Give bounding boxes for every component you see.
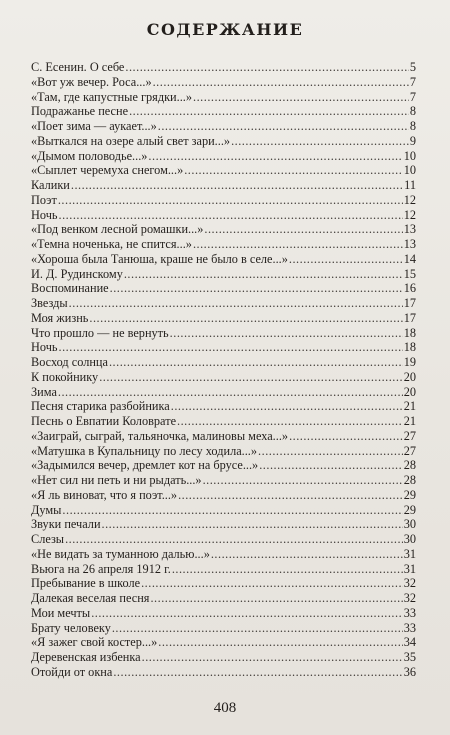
dot-leader — [62, 503, 402, 518]
toc-entry — [31, 621, 416, 636]
dot-leader — [177, 414, 403, 429]
dot-leader — [172, 562, 403, 577]
toc-entry — [31, 208, 416, 223]
dot-leader — [59, 208, 403, 223]
toc-entry-page: 18 — [403, 340, 416, 355]
toc-entry-title: Что прошло — не вернуть — [31, 325, 169, 340]
toc-entry — [31, 60, 416, 75]
toc-entry-title: Брату человеку — [31, 620, 111, 635]
dot-leader — [258, 444, 403, 459]
toc-entry — [31, 75, 416, 90]
toc-entry — [31, 119, 416, 134]
toc-entry-title: Думы — [31, 502, 62, 517]
toc-entry-title: «Там, где капустные грядки...» — [31, 89, 193, 104]
toc-entry-page: 10 — [403, 163, 416, 178]
toc-entry-page: 27 — [403, 443, 416, 458]
dot-leader — [71, 178, 403, 193]
toc-entry — [31, 473, 416, 488]
toc-entry — [31, 606, 416, 621]
toc-entry-title: Отойди от окна — [31, 664, 113, 679]
toc-entry-page: 7 — [409, 74, 416, 89]
toc-entry-page: 8 — [409, 119, 416, 133]
toc-entry — [31, 562, 416, 577]
toc-entry-title: Подражанье песне — [31, 104, 129, 119]
toc-entry-title: Восход солнца — [31, 355, 108, 369]
toc-entry — [31, 281, 416, 296]
toc-entry-page: 16 — [403, 281, 416, 296]
dot-leader — [112, 621, 403, 636]
toc-entry-title: «Темна ноченька, не спится...» — [31, 237, 192, 251]
toc-entry-title: Деревенская избенка — [31, 650, 141, 664]
toc-entry-page: 12 — [403, 192, 416, 207]
toc-entry-page: 36 — [403, 664, 416, 679]
toc-entry — [31, 532, 416, 547]
toc-entry-title: Поэт — [31, 192, 57, 207]
toc-entry-title: Далекая веселая песня — [31, 591, 150, 605]
dot-leader — [109, 355, 403, 370]
toc-entry — [31, 252, 416, 267]
toc-entry-title: Песнь о Евпатии Коловрате — [31, 414, 177, 428]
toc-entry-title: «Заиграй, сыграй, тальяночка, малиновы меха...» — [31, 428, 289, 443]
dot-leader — [102, 517, 403, 532]
dot-leader — [289, 252, 403, 267]
toc-entry — [31, 193, 416, 208]
dot-leader — [125, 60, 408, 75]
toc-entry — [31, 104, 416, 119]
toc-entry-title: К покойнику — [31, 369, 99, 384]
toc-entry-page: 34 — [403, 635, 416, 650]
toc-entry — [31, 650, 416, 665]
toc-entry — [31, 237, 416, 252]
dot-leader — [91, 606, 403, 621]
toc-entry-page: 29 — [403, 502, 416, 517]
toc-entry — [31, 458, 416, 473]
toc-entry — [31, 267, 416, 282]
toc-entry-page: 33 — [403, 620, 416, 635]
toc-entry-page: 28 — [403, 473, 416, 487]
toc-entry-page: 8 — [409, 104, 416, 119]
dot-leader — [59, 340, 403, 355]
toc-entry-page: 21 — [403, 399, 416, 414]
toc-entry-page: 14 — [403, 251, 416, 266]
dot-leader — [231, 134, 409, 149]
toc-entry-page: 13 — [403, 237, 416, 251]
toc-entry — [31, 370, 416, 385]
dot-leader — [58, 193, 403, 208]
dot-leader — [129, 104, 409, 119]
toc-entry — [31, 414, 416, 429]
toc-entry-page: 21 — [403, 414, 416, 428]
toc-entry-page: 32 — [403, 576, 416, 591]
toc-entry-page: 18 — [403, 325, 416, 340]
toc-entry — [31, 134, 416, 149]
dot-leader — [178, 488, 403, 503]
toc-entry-title: Звуки печали — [31, 517, 101, 532]
toc-entry-title: «Не видать за туманною далью...» — [31, 546, 210, 561]
toc-entry-title: Ночь — [31, 207, 58, 222]
toc-entry-page: 11 — [404, 178, 416, 192]
toc-entry-title: И. Д. Рудинскому — [31, 266, 123, 281]
dot-leader — [211, 547, 403, 562]
toc-entry — [31, 355, 416, 370]
table-of-contents — [31, 60, 416, 680]
toc-entry-page: 17 — [403, 296, 416, 310]
toc-entry-title: «Сыплет черемуха снегом...» — [31, 163, 184, 178]
dot-leader — [148, 149, 402, 164]
toc-entry-title: Моя жизнь — [31, 310, 89, 325]
toc-entry-title: Зима — [31, 384, 57, 399]
dot-leader — [99, 370, 403, 385]
toc-entry-title: Мои мечты — [31, 605, 91, 620]
dot-leader — [193, 237, 403, 252]
toc-entry-page: 13 — [403, 222, 416, 237]
toc-entry — [31, 635, 416, 650]
toc-entry-title: Ночь — [31, 340, 58, 355]
toc-entry-page: 20 — [403, 369, 416, 384]
toc-entry — [31, 311, 416, 326]
toc-entry-page: 15 — [403, 266, 416, 281]
toc-entry — [31, 326, 416, 341]
toc-entry — [31, 591, 416, 606]
toc-entry-page: 20 — [403, 384, 416, 399]
toc-entry — [31, 444, 416, 459]
dot-leader — [110, 281, 403, 296]
page-number: 408 — [213, 700, 237, 716]
dot-leader — [259, 458, 402, 473]
toc-entry-title: «Вот уж вечер. Роса...» — [31, 74, 152, 89]
toc-entry-page: 29 — [403, 487, 416, 502]
toc-entry-title: «Я зажег свой костер...» — [31, 635, 158, 650]
toc-entry-page: 5 — [409, 60, 416, 74]
dot-leader — [193, 90, 409, 105]
toc-entry-title: «Задымился вечер, дремлет кот на брусе...» — [31, 458, 259, 473]
dot-leader — [142, 650, 403, 665]
toc-entry — [31, 665, 416, 680]
toc-entry — [31, 547, 416, 562]
toc-entry-title: «Матушка в Купальницу по лесу ходила...» — [31, 443, 258, 458]
toc-entry-title: Песня старика разбойника — [31, 399, 170, 414]
toc-entry-page: 31 — [403, 546, 416, 561]
dot-leader — [150, 591, 402, 606]
toc-entry-title: «Нет сил ни петь и ни рыдать...» — [31, 473, 202, 487]
dot-leader — [124, 267, 403, 282]
toc-entry-title: «Хороша была Танюша, краше не было в селе...» — [31, 251, 288, 266]
dot-leader — [65, 532, 403, 547]
toc-entry-page: 17 — [403, 310, 416, 325]
toc-entry-title: «Поет зима — аукает...» — [31, 119, 157, 133]
toc-entry-title: Слезы — [31, 532, 65, 546]
dot-leader — [158, 119, 409, 134]
dot-leader — [289, 429, 403, 444]
toc-entry — [31, 222, 416, 237]
toc-entry-title: Калики — [31, 178, 70, 192]
dot-leader — [69, 296, 403, 311]
toc-entry-page: 10 — [403, 148, 416, 163]
toc-entry — [31, 517, 416, 532]
toc-entry-page: 28 — [403, 458, 416, 473]
toc-entry — [31, 429, 416, 444]
dot-leader — [58, 385, 403, 400]
toc-entry — [31, 503, 416, 518]
dot-leader — [158, 635, 402, 650]
dot-leader — [170, 326, 403, 341]
dot-leader — [171, 399, 403, 414]
dot-leader — [113, 665, 402, 680]
dot-leader — [141, 576, 403, 591]
toc-entry — [31, 149, 416, 164]
toc-entry-page: 7 — [409, 89, 416, 104]
toc-entry-title: «Под венком лесной ромашки...» — [31, 222, 204, 237]
toc-entry-page: 30 — [403, 532, 416, 546]
dot-leader — [204, 222, 402, 237]
toc-entry-title: «Я ль виноват, что я поэт...» — [31, 487, 178, 502]
toc-entry — [31, 488, 416, 503]
toc-entry-title: Звезды — [31, 296, 68, 310]
toc-entry-title: Воспоминание — [31, 281, 109, 296]
toc-entry — [31, 178, 416, 193]
toc-entry-page: 19 — [403, 355, 416, 369]
toc-entry-title: «Выткался на озере алый свет зари...» — [31, 133, 231, 148]
toc-entry-page: 35 — [403, 650, 416, 664]
dot-leader — [153, 75, 409, 90]
toc-entry — [31, 399, 416, 414]
toc-entry-page: 27 — [403, 428, 416, 443]
toc-entry-page: 30 — [403, 517, 416, 532]
toc-entry-title: «Дымом половодье...» — [31, 148, 148, 163]
dot-leader — [203, 473, 403, 488]
toc-entry-title: Вьюга на 26 апреля 1912 г. — [31, 561, 171, 576]
dot-leader — [184, 163, 402, 178]
toc-entry-title: Пребывание в школе — [31, 576, 141, 591]
toc-entry — [31, 90, 416, 105]
toc-entry-page: 31 — [403, 561, 416, 576]
toc-entry — [31, 340, 416, 355]
dot-leader — [89, 311, 402, 326]
toc-entry-page: 12 — [403, 207, 416, 222]
toc-entry-page: 32 — [403, 591, 416, 605]
toc-entry — [31, 163, 416, 178]
toc-entry — [31, 385, 416, 400]
toc-entry-title: С. Есенин. О себе — [31, 60, 125, 74]
toc-entry-page: 33 — [403, 605, 416, 620]
toc-entry — [31, 296, 416, 311]
contents-heading: СОДЕРЖАНИЕ — [146, 20, 304, 39]
toc-entry — [31, 576, 416, 591]
toc-entry-page: 9 — [409, 133, 416, 148]
